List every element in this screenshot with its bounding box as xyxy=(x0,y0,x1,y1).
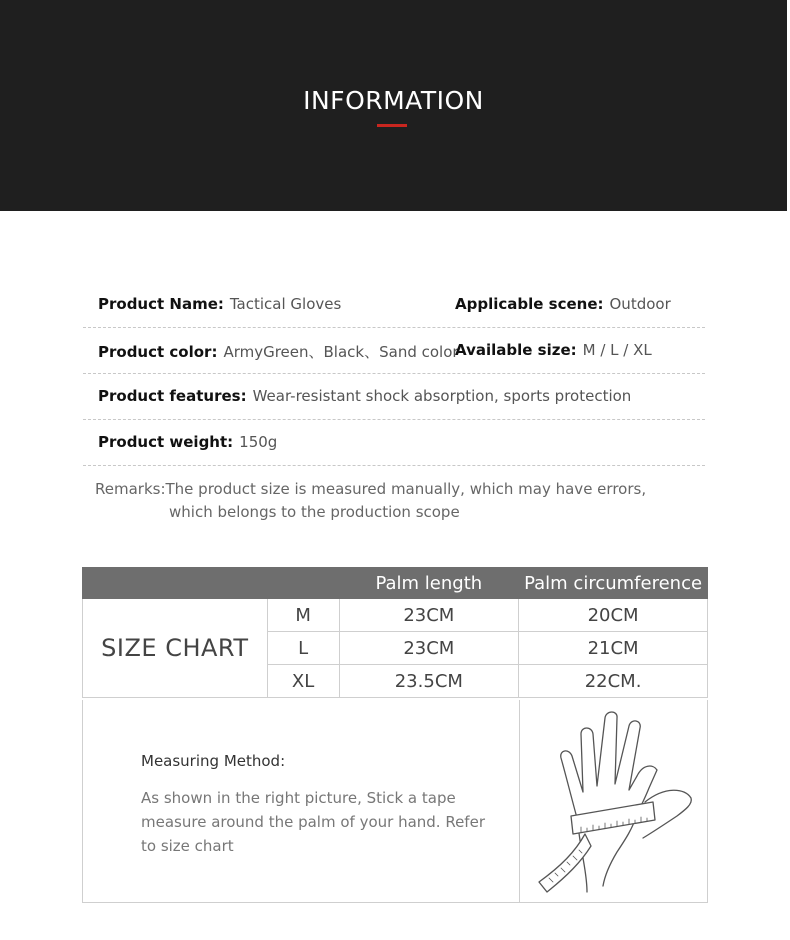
color-label: Product color: xyxy=(98,343,218,361)
page-title: INFORMATION xyxy=(303,86,484,115)
hand-measure-illustration xyxy=(525,706,707,898)
applicable-scene xyxy=(455,295,671,313)
size-cell: M xyxy=(267,599,339,632)
product-weight xyxy=(98,433,277,451)
product-name xyxy=(98,295,341,313)
palm-circumference-cell: 22CM. xyxy=(519,665,708,698)
remarks-line-1: Remarks:The product size is measured manually, which may have errors, xyxy=(95,480,647,498)
panel-divider xyxy=(519,700,520,902)
title-underline xyxy=(377,124,407,127)
measuring-method-panel xyxy=(82,700,708,903)
palm-length-cell: 23CM xyxy=(339,599,519,632)
info-row-name xyxy=(83,282,705,328)
size-chart-table xyxy=(82,567,708,698)
product-name-value: Tactical Gloves xyxy=(229,295,342,313)
product-features xyxy=(98,387,631,405)
palm-circumference-cell: 21CM xyxy=(519,632,708,665)
info-row-color xyxy=(83,328,705,374)
info-row-weight xyxy=(83,420,705,466)
palm-length-cell: 23CM xyxy=(339,632,519,665)
weight-value: 150g xyxy=(239,433,278,451)
product-info xyxy=(83,282,705,466)
weight-label: Product weight: xyxy=(98,433,234,451)
product-color xyxy=(98,341,459,362)
table-header-row xyxy=(83,568,708,599)
color-value: ArmyGreen、Black、Sand color xyxy=(223,343,459,361)
palm-circumference-cell: 20CM xyxy=(519,599,708,632)
product-name-label: Product Name: xyxy=(98,295,224,313)
available-size xyxy=(455,341,652,359)
size-cell: XL xyxy=(267,665,339,698)
size-chart-label: SIZE CHART xyxy=(83,599,268,698)
table-row xyxy=(83,599,708,632)
size-value: M / L / XL xyxy=(582,341,652,359)
scene-label: Applicable scene: xyxy=(455,295,604,313)
header-cell xyxy=(83,568,268,599)
header-palm-length: Palm length xyxy=(339,568,519,599)
header-cell xyxy=(267,568,339,599)
features-label: Product features: xyxy=(98,387,247,405)
scene-value: Outdoor xyxy=(609,295,671,313)
header-palm-circumference: Palm circumference xyxy=(519,568,708,599)
header-banner xyxy=(0,0,787,211)
remarks-line-2: which belongs to the production scope xyxy=(169,503,460,521)
remarks xyxy=(95,478,646,524)
method-text: As shown in the right picture, Stick a tape measure around the palm of your hand. Refer to size chart xyxy=(141,789,485,855)
features-value: Wear-resistant shock absorption, sports protection xyxy=(252,387,632,405)
method-title: Measuring Method: xyxy=(141,752,286,770)
info-row-features xyxy=(83,374,705,420)
size-label: Available size: xyxy=(455,341,577,359)
size-cell: L xyxy=(267,632,339,665)
palm-length-cell: 23.5CM xyxy=(339,665,519,698)
